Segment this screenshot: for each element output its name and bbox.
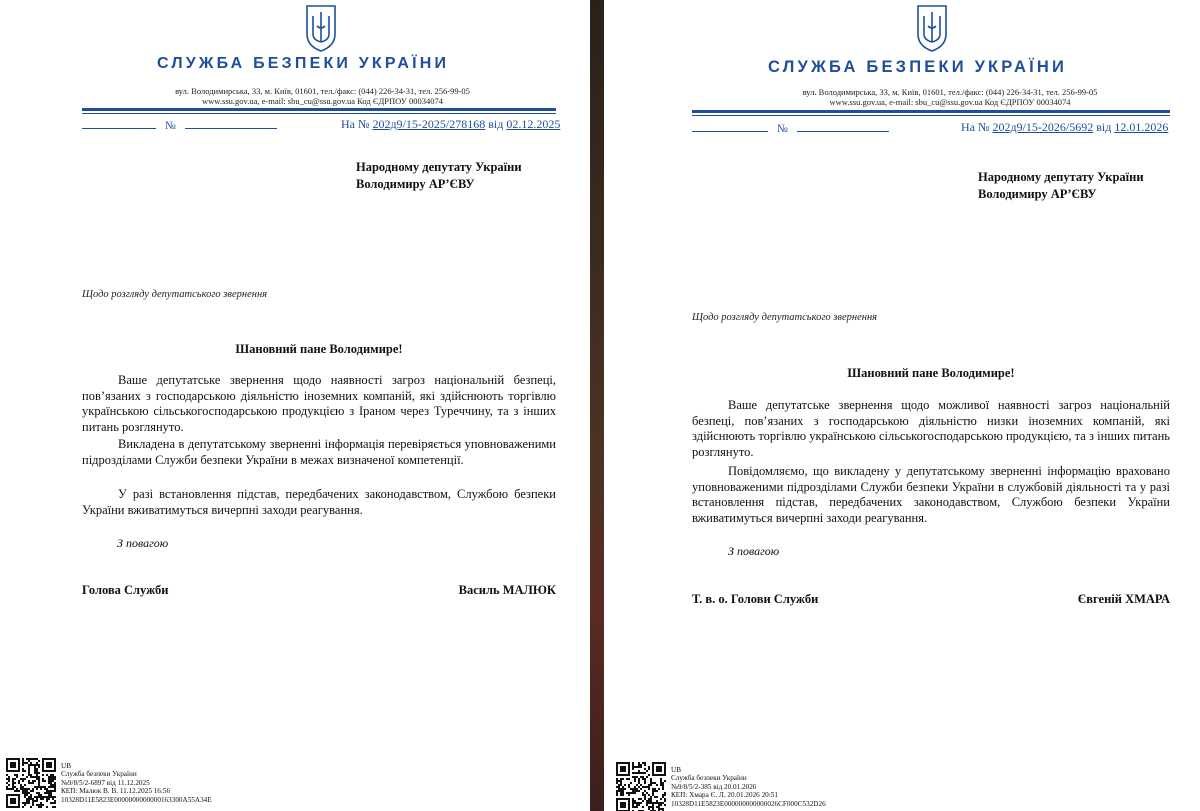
ref-number: 202д9/15-2025/278168 <box>372 117 486 131</box>
stamp-line-1: UB <box>671 766 681 774</box>
ref-date-prefix: від <box>488 117 504 131</box>
regards: З повагою <box>728 544 780 558</box>
qr-code-icon <box>6 758 56 808</box>
body-paragraph-2: Викладена в депутатському зверненні інформація перевіряється уповноваженими підрозділами Служби безпеки України в межах визначеної компетенції. <box>82 437 556 467</box>
letter-page-left <box>0 0 590 811</box>
body-paragraph-1: Ваше депутатське звернення щодо наявності загроз національній безпеці, пов’язаних з господарською діяльністю іноземних компаній, які здійснюють торгівлю українською сільськогосподарською продукцією з Іраном через Туреччину, та з інших питань розглянуто. <box>82 373 556 434</box>
trident-emblem-icon <box>305 4 337 52</box>
header-rule-thin <box>692 115 1170 116</box>
contacts-line-web: www.ssu.gov.ua, e-mail: sbu_cu@ssu.gov.ua Код ЄДРПОУ 00034074 <box>829 97 1071 107</box>
stamp-line-5: 10328D11E5823E0000000000000163300A55A34E <box>61 795 212 804</box>
subject-line: Щодо розгляду депутатського звернення <box>82 289 268 300</box>
stamp-line-2: Служба безпеки України <box>61 770 137 779</box>
trident-emblem-icon <box>916 4 948 52</box>
stamp-line-2: Служба безпеки України <box>671 774 747 783</box>
ref-prefix: На № <box>341 117 370 131</box>
page-divider <box>590 0 604 811</box>
regards: З повагою <box>117 536 169 550</box>
reg-number-label: № <box>776 123 788 135</box>
contacts-line-address: вул. Володимирська, 33, м. Київ, 01601, тел./факс: (044) 226-34-31, тел. 256-99-05 <box>175 86 470 96</box>
reg-number-blank <box>797 121 889 132</box>
org-title: СЛУЖБА БЕЗПЕКИ УКРАЇНИ <box>157 55 450 72</box>
stamp-line-3: №9/8/5/2-6897 від 11.12.2025 <box>61 778 150 787</box>
signatory-post: Т. в. о. Голови Служби <box>692 592 819 606</box>
signatory-name: Євгеній ХМАРА <box>1077 592 1170 606</box>
addressee-line-2: Володимиру АР’ЄВУ <box>978 187 1097 201</box>
ref-date: 02.12.2025 <box>506 117 561 131</box>
stamp-line-4: КЕП: Хмара Є. Л. 20.01.2026 20:51 <box>671 791 778 800</box>
body-paragraph-1: Ваше депутатське звернення щодо можливої наявності загроз національній безпеці, пов’язаних з господарською діяльністю низки іноземних компаній, які здійснюють торгівлю українською сільськогосподарською продукцією, та з інших питань розглянуто. <box>692 398 1170 459</box>
reg-number-blank <box>185 118 277 129</box>
org-contacts <box>762 87 1138 107</box>
signatory-name: Василь МАЛЮК <box>458 583 556 597</box>
salutation: Шановний пане Володимире! <box>235 342 403 356</box>
stamp-line-4: КЕП: Малюк В. В. 11.12.2025 16:56 <box>61 787 171 796</box>
contacts-line-address: вул. Володимирська, 33, м. Київ, 01601, тел./факс: (044) 226-34-31, тел. 256-99-05 <box>802 87 1098 97</box>
addressee-line-2: Володимиру АР’ЄВУ <box>356 177 475 191</box>
addressee-block <box>978 169 1144 203</box>
org-contacts <box>140 86 505 106</box>
ref-date: 12.01.2026 <box>1114 120 1169 134</box>
org-title: СЛУЖБА БЕЗПЕКИ УКРАЇНИ <box>768 58 1068 76</box>
stamp-line-5: 10328D11E5823E000000000000026CF000C532D26 <box>671 799 826 808</box>
salutation: Шановний пане Володимире! <box>847 366 1015 380</box>
reg-number-label: № <box>164 120 176 132</box>
qr-code-icon <box>616 762 666 811</box>
header-rule-thin <box>82 113 556 114</box>
digital-signature-stamp <box>671 766 826 808</box>
body-paragraph-2: Повідомляємо, що викладену у депутатському зверненні інформацію враховано уповноваженими підрозділами Служби безпеки України в службовій діяльності та у разі встановлення підстав, передбачених законодавством, Службою безпеки України вживатимуться вичерпні заходи реагування. <box>692 464 1170 525</box>
reference-line <box>341 117 560 132</box>
header-rule <box>692 110 1170 113</box>
header-rule <box>82 108 556 111</box>
ref-date-prefix: від <box>1096 120 1112 134</box>
ref-number: 202д9/15-2026/5692 <box>992 120 1094 134</box>
signatory-post: Голова Служби <box>82 583 169 597</box>
subject-line: Щодо розгляду депутатського звернення <box>692 312 878 323</box>
registration-line <box>692 121 889 135</box>
registration-line <box>82 118 277 132</box>
body-paragraph-3: У разі встановлення підстав, передбачених законодавством, Службою безпеки України вживатимуться вичерпні заходи реагування. <box>82 487 556 517</box>
contacts-line-web: www.ssu.gov.ua, e-mail: sbu_cu@ssu.gov.ua Код ЄДРПОУ 00034074 <box>202 96 443 106</box>
digital-signature-stamp <box>61 762 212 804</box>
addressee-line-1: Народному депутату України <box>356 160 522 174</box>
addressee-block <box>356 159 522 193</box>
reference-line <box>961 120 1168 135</box>
reg-date-blank <box>82 118 156 129</box>
stamp-line-1: UB <box>61 762 71 770</box>
ref-prefix: На № <box>961 120 990 134</box>
reg-date-blank <box>692 121 768 132</box>
letter-page-right <box>604 0 1200 811</box>
stamp-line-3: №9/8/5/2-385 від 20.01.2026 <box>671 782 757 791</box>
addressee-line-1: Народному депутату України <box>978 170 1144 184</box>
